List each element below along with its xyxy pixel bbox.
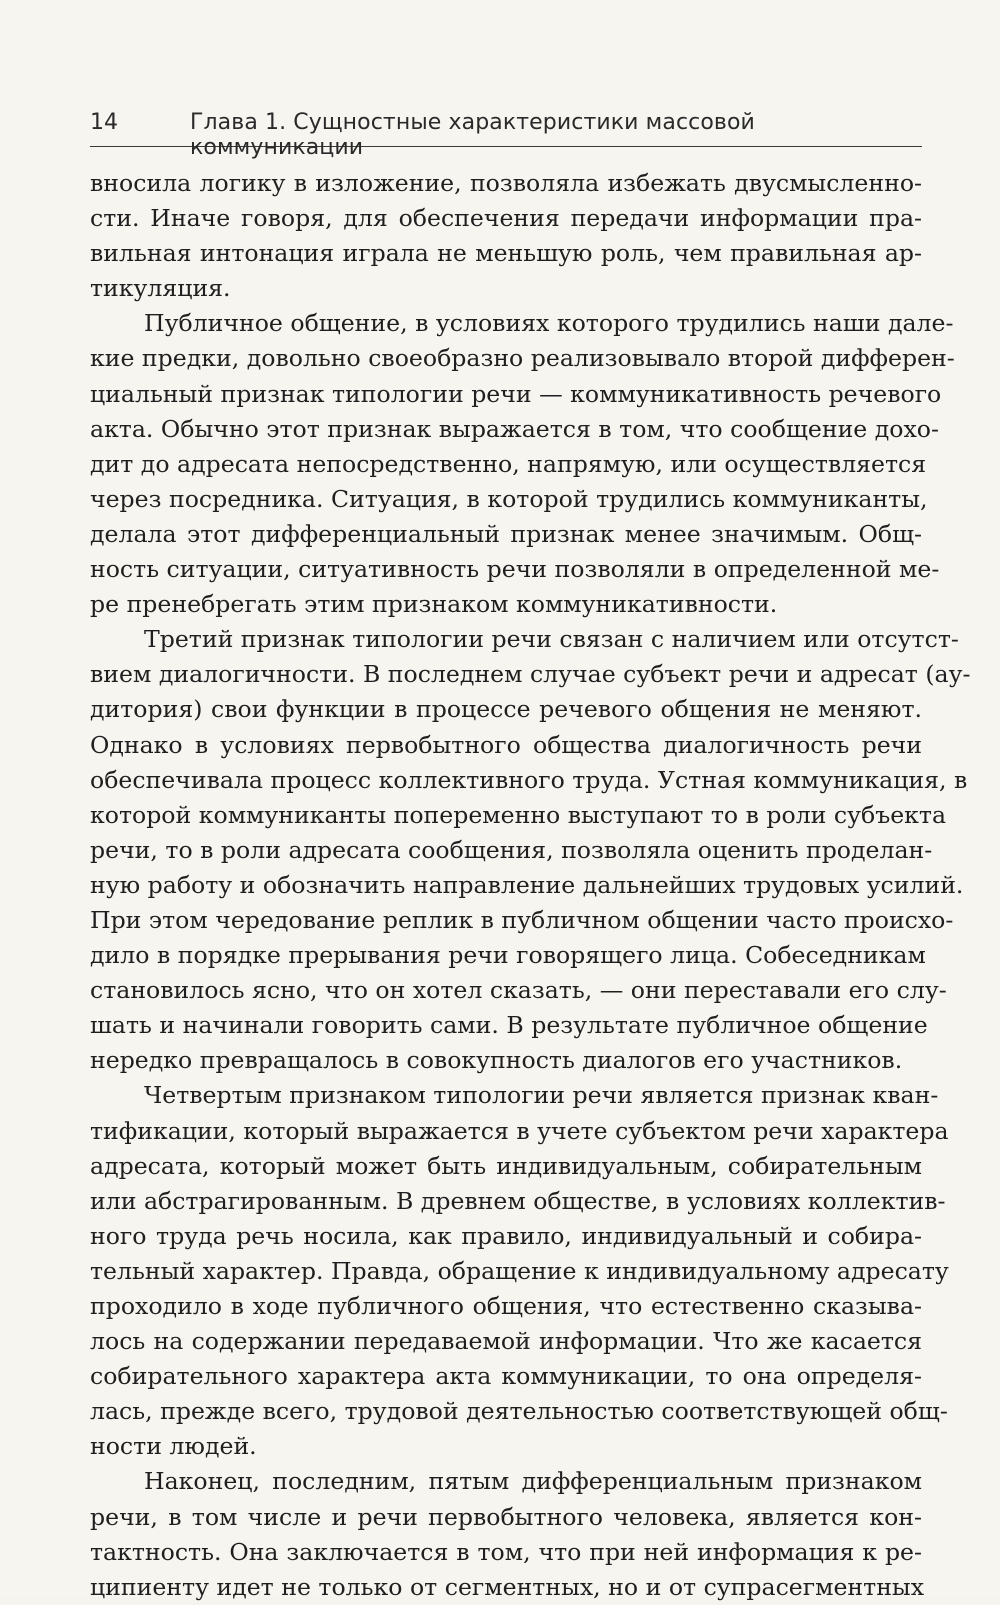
text-line: кие предки, довольно своеобразно реализовывало второй дифферен- [90,344,955,373]
text-line: сти. Иначе говоря, для обеспечения передачи информации пра- [90,204,922,233]
text-line: дитория) свои функции в процессе речевого общения не меняют. [90,695,922,724]
text-line: тификации, который выражается в учете субъектом речи характера [90,1116,949,1145]
text-line: акта. Обычно этот признак выражается в том, что сообщение дохо- [90,414,939,443]
paragraph [90,622,971,1078]
text-line: делала этот дифференциальный признак менее значимым. Общ- [90,519,922,548]
body-text [90,166,971,1605]
text-line: шать и начинали говорить сами. В результате публичное общение [90,1011,928,1040]
text-line: речи, в том числе и речи первобытного человека, является кон- [90,1502,922,1531]
text-line: При этом чередование реплик в публичном общении часто происхо- [90,905,954,934]
text-line: собирательного характера акта коммуникации, то она определя- [90,1362,922,1391]
text-line: речи, то в роли адресата сообщения, позволяла оценить проделан- [90,835,933,864]
text-line: Однако в условиях первобытного общества диалогичность речи [90,730,922,759]
text-line: Четвертым признаком типологии речи является признак кван- [144,1081,939,1110]
text-line: тактность. Она заключается в том, что при ней информация к ре- [90,1537,922,1566]
text-line: нередко превращалось в совокупность диалогов его участников. [90,1046,903,1075]
text-line: или абстрагированным. В древнем обществе, в условиях коллектив- [90,1186,946,1215]
paragraph [90,1464,925,1604]
text-line: ности людей. [90,1432,257,1461]
text-line: вием диалогичности. В последнем случае субъект речи и адресат (ау- [90,660,971,689]
paragraph [90,166,922,306]
chapter-title: Глава 1. Сущностные характеристики массовой коммуникации [190,110,755,160]
running-header [90,104,922,160]
text-line: лось на содержании передаваемой информации. Что же касается [90,1327,922,1356]
text-line: тикуляция. [90,274,231,303]
text-line: ципиенту идет не только от сегментных, но и от супрасегментных [90,1572,925,1601]
text-line: обеспечивала процесс коллективного труда. Устная коммуникация, в [90,765,968,794]
text-line: адресата, который может быть индивидуальным, собирательным [90,1151,922,1180]
text-line: тельный характер. Правда, обращение к индивидуальному адресату [90,1256,949,1285]
text-line: ного труда речь носила, как правило, индивидуальный и собира- [90,1221,922,1250]
text-line: становилось ясно, что он хотел сказать, — они переставали его слу- [90,976,947,1005]
text-line: Третий признак типологии речи связан с наличием или отсутст- [144,625,959,654]
text-line: ре пренебрегать этим признаком коммуникативности. [90,590,778,619]
text-line: ную работу и обозначить направление дальнейших трудовых усилий. [90,870,964,899]
page-number: 14 [90,110,118,135]
text-line: вильная интонация играла не меньшую роль, чем правильная ар- [90,239,922,268]
text-line: через посредника. Ситуация, в которой трудились коммуниканты, [90,484,928,513]
text-line: проходило в ходе публичного общения, что естественно сказыва- [90,1292,922,1320]
text-line: циальный признак типологии речи — коммуникативность речевого [90,379,942,408]
text-line: лась, прежде всего, трудовой деятельностью соответствующей общ- [90,1397,948,1426]
text-line: Публичное общение, в условиях которого трудились наши дале- [144,309,954,338]
text-line: которой коммуниканты попеременно выступают то в роли субъекта [90,800,947,829]
text-line: вносила логику в изложение, позволяла избежать двусмысленно- [90,169,922,197]
paragraph [90,306,955,622]
text-line: дило в порядке прерывания речи говорящего лица. Собеседникам [90,941,926,970]
paragraph [90,1078,949,1464]
text-line: Наконец, последним, пятым дифференциальным признаком [144,1467,922,1496]
text-line: ность ситуации, ситуативность речи позволяли в определенной ме- [90,555,940,584]
text-line: дит до адресата непосредственно, напрямую, или осуществляется [90,449,927,478]
